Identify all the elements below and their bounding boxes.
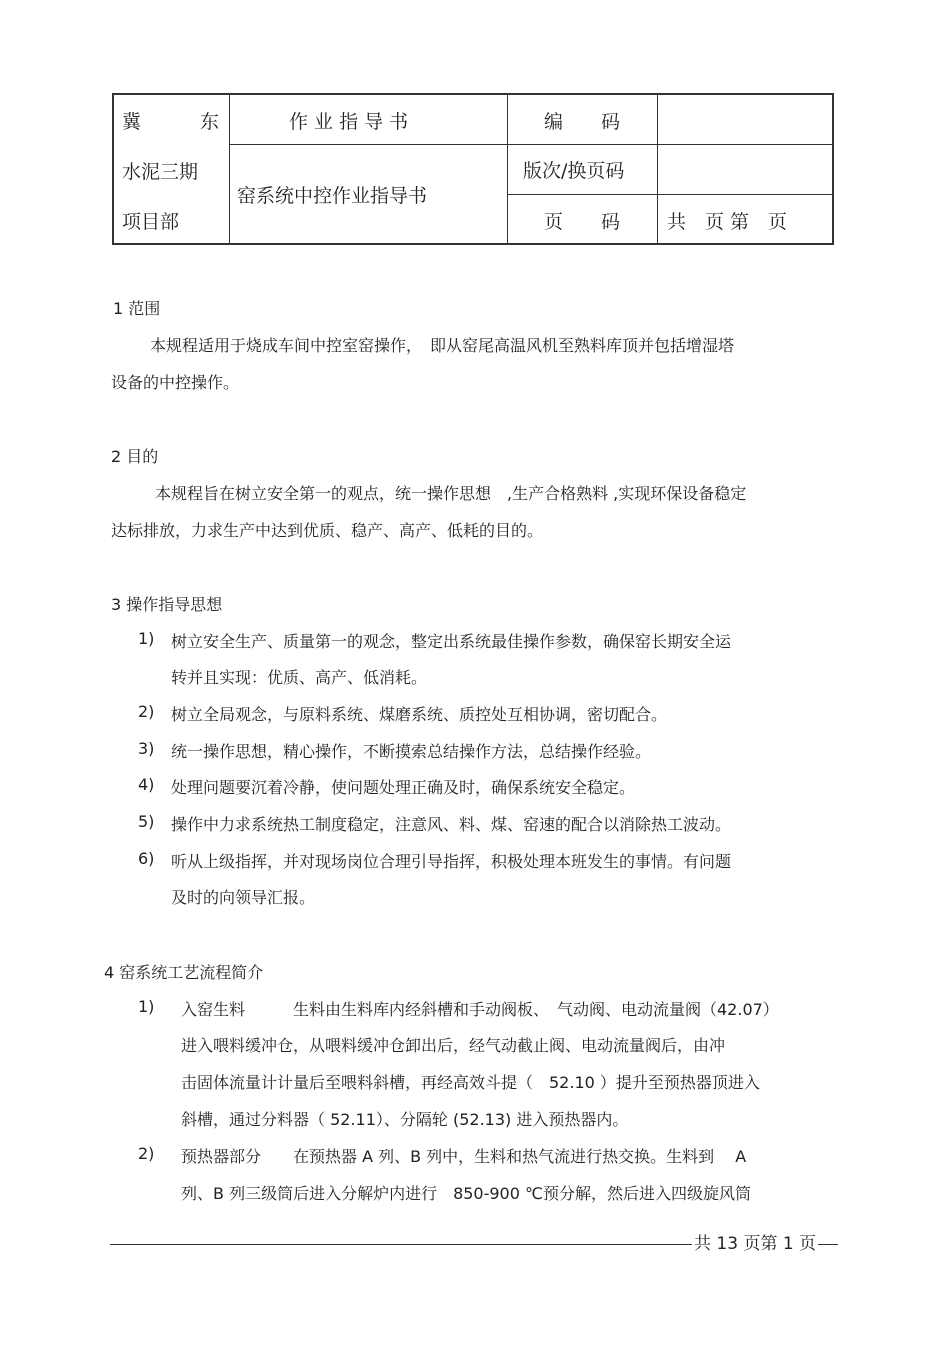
list-item: 树立全局观念，与原料系统、煤磨系统、质控处互相协调，密切配合。 [171,705,668,724]
list-item: 处理问题要沉着冷静，使问题处理正确及时，确保系统安全稳定。 [171,778,636,797]
list-item: 转并且实现：优质、高产、低消耗。 [171,668,428,687]
list-item-number: 2) [138,702,155,721]
list-item: 操作中力求系统热工制度稳定，注意风、料、煤、窑速的配合以消除热工波动。 [171,815,732,834]
section-2-title: 2 目的 [111,447,159,466]
list-item: 进入喂料缓冲仓，从喂料缓冲仓卸出后，经气动截止阀、电动流量阀后，由冲 [181,1036,726,1055]
org-name-1b: 东 [200,111,220,133]
list-item: 击固体流量计计量后至喂料斜槽，再经高效斗提（ 52.10 ）提升至预热器顶进入 [181,1073,760,1092]
org-name-2: 水泥三期 [122,161,199,183]
page-label: 页 码 [544,211,621,233]
list-item: 预热器部分 在预热器 A 列、B 列中，生料和热气流进行热交换。生料到 A [181,1147,747,1166]
doc-type: 作 业 指 导 书 [289,111,409,133]
section-1-title: 1 范围 [113,299,161,318]
header-table [112,93,834,245]
list-item: 树立安全生产、质量第一的观念，整定出系统最佳操作参数，确保窑长期安全运 [171,632,732,651]
list-item: 听从上级指挥，并对现场岗位合理引导指挥，积极处理本班发生的事情。有问题 [171,852,732,871]
list-item-number: 1) [138,997,155,1016]
list-item: 斜槽，通过分料器（ 52.11）、分隔轮 (52.13) 进入预热器内。 [181,1110,629,1129]
list-item-number: 2) [138,1144,155,1163]
section-2-text: 本规程旨在树立安全第一的观点，统一操作思想 ,生产合格熟料 ,实现环保设备稳定 [155,484,747,503]
list-item: 及时的向领导汇报。 [171,888,316,907]
list-item: 列、B 列三级筒后进入分解炉内进行 850-900 ℃预分解，然后进入四级旋风筒 [181,1184,751,1203]
footer-page-info: 共 13 页第 1 页 [692,1229,818,1254]
section-2-text: 达标排放，力求生产中达到优质、稳产、高产、低耗的目的。 [111,521,544,540]
list-item-number: 3) [138,739,155,758]
list-item: 入窑生料 生料由生料库内经斜槽和手动阀板、 气动阀、电动流量阀（42.07） [181,1000,779,1019]
list-item-number: 6) [138,849,155,868]
doc-title: 窑系统中控作业指导书 [237,185,428,207]
section-1-text: 设备的中控操作。 [111,373,240,392]
list-item: 统一操作思想，精心操作，不断摸索总结操作方法，总结操作经验。 [171,742,652,761]
list-item-number: 1) [138,629,155,648]
list-item-number: 5) [138,812,155,831]
code-label: 编 码 [544,111,621,133]
version-label: 版次/换页码 [523,160,625,182]
page-count-label: 共 页 第 页 [667,211,788,233]
list-item-number: 4) [138,775,155,794]
org-name-1a: 冀 [122,111,142,133]
section-3-title: 3 操作指导思想 [111,595,223,614]
section-1-text: 本规程适用于烧成车间中控室窑操作， 即从窑尾高温风机至熟料库顶并包括增湿塔 [150,336,735,355]
section-4-title: 4 窑系统工艺流程简介 [104,963,264,982]
org-name-3: 项目部 [122,211,180,233]
